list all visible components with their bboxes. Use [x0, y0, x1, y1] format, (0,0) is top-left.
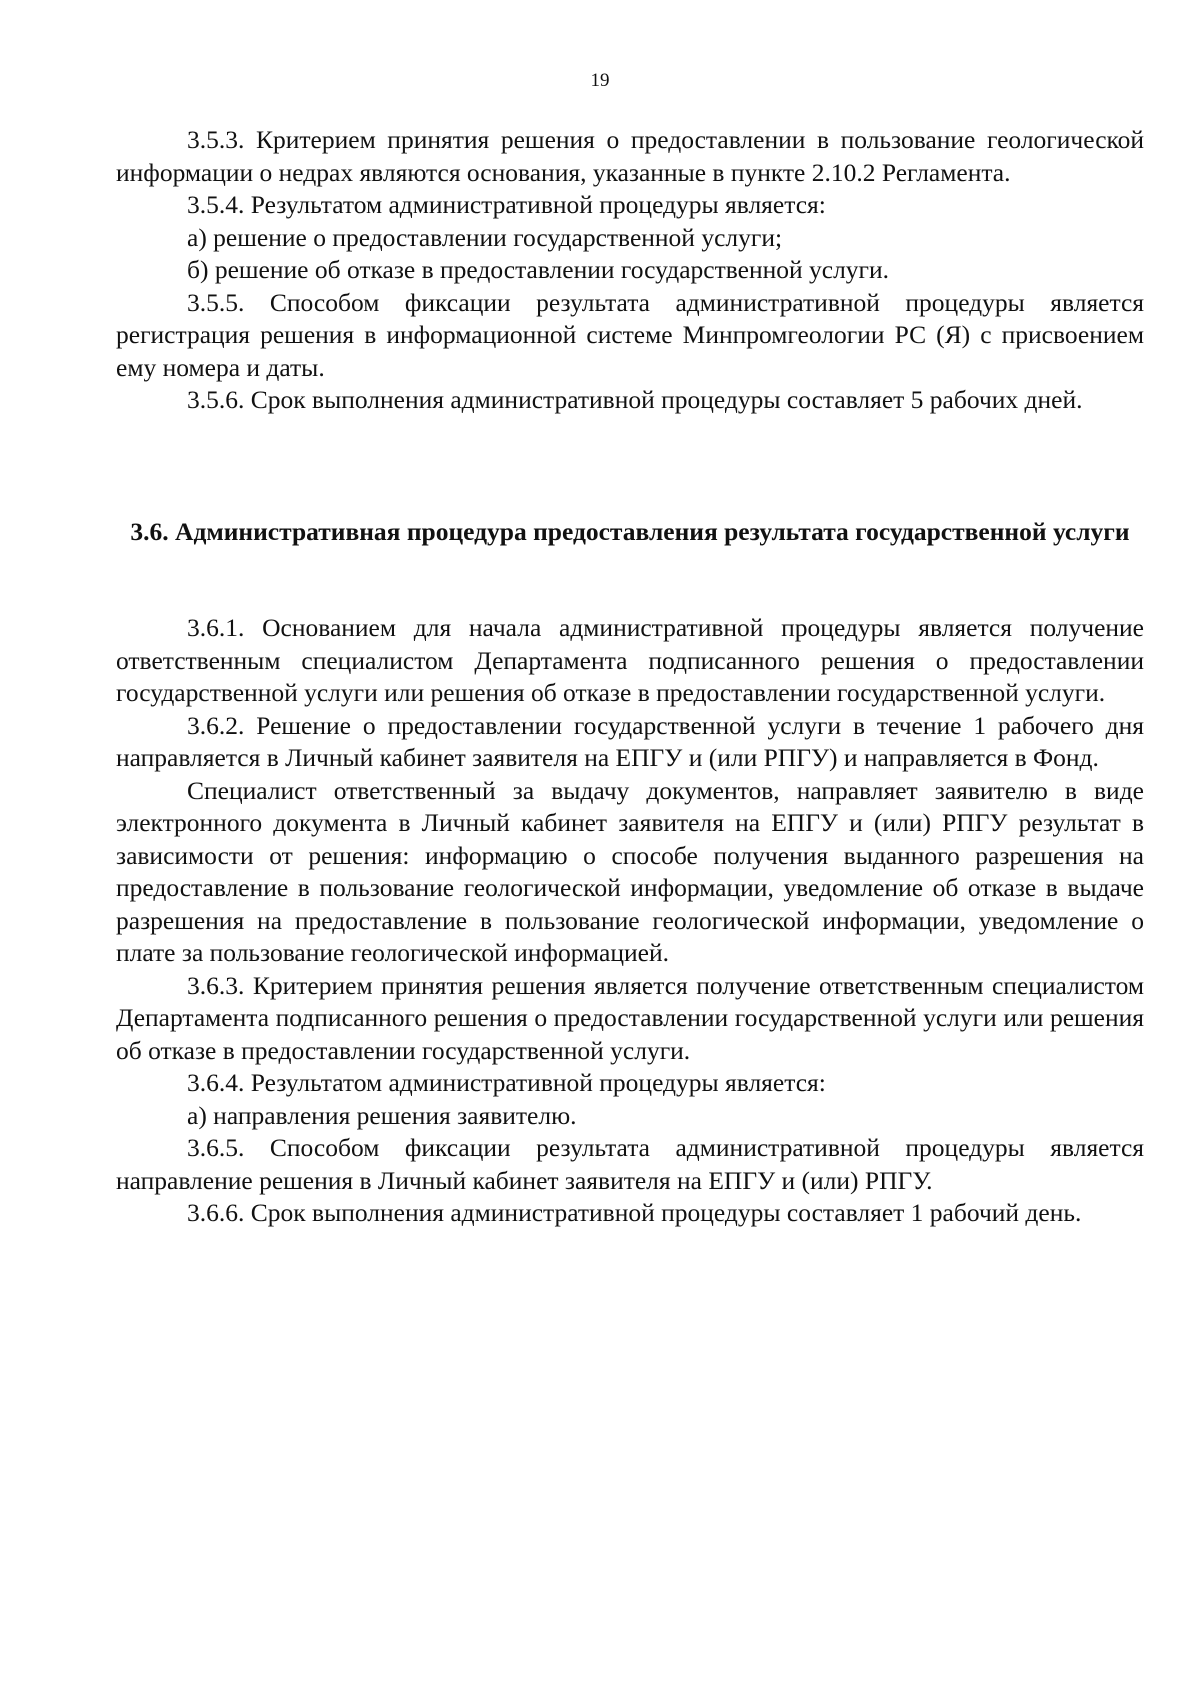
list-item-a-3-6: а) направления решения заявителю.: [187, 1100, 577, 1130]
paragraph-3-5-4: 3.5.4. Результатом административной процедуры является:: [187, 190, 826, 219]
paragraph-3-5-3: 3.5.3. Критерием принятия решения о предоставлении в пользование геологической информации о недрах являются основания, указанные в пункте 2.10.2 Регламента.: [116, 125, 1144, 187]
paragraph-3-6-4: 3.6.4. Результатом административной процедуры является:: [187, 1068, 826, 1097]
paragraph-3-6-2: 3.6.2. Решение о предоставлении государственной услуги в течение 1 рабочего дня направляется в Личный кабинет заявителя на ЕПГУ и (или РПГУ) и направляется в Фонд.: [116, 710, 1144, 772]
paragraph-3-5-6: 3.5.6. Срок выполнения административной процедуры составляет 5 рабочих дней.: [187, 385, 1083, 414]
section-3-6-text: [116, 612, 1144, 1230]
paragraph-3-6-1: 3.6.1. Основанием для начала административной процедуры является получение ответственным специалистом Департамента подписанного решения о предоставлении государственной услуги или решения об отказе в предоставлении государственной услуги.: [116, 613, 1144, 707]
section-3-5-text: [116, 124, 1144, 417]
paragraph-3-6-3: 3.6.3. Критерием принятия решения является получение ответственным специалистом Департамента подписанного решения о предоставлении государственной услуги или решения об отказе в предоставлении государственной услуги.: [116, 970, 1144, 1065]
paragraph-3-6-6: 3.6.6. Срок выполнения административной процедуры составляет 1 рабочий день.: [187, 1198, 1082, 1227]
paragraph-specialist: Специалист ответственный за выдачу документов, направляет заявителю в виде электронного документа в Личный кабинет заявителя на ЕПГУ и (или) РПГУ результат в зависимости от решения: информацию о способе получения выданного разрешения на предоставление в пользование геологической информации, уведомление об отказе в выдаче разрешения на предоставление в пользование геологической информации, уведомление о плате за пользование геологической информацией.: [116, 775, 1144, 967]
list-item-a: а) решение о предоставлении государственной услуги;: [187, 222, 783, 252]
page-number: 19: [590, 70, 610, 91]
paragraph-3-6-5: 3.6.5. Способом фиксации результата административной процедуры является направление решения в Личный кабинет заявителя на ЕПГУ и (или) РПГУ.: [116, 1133, 1144, 1195]
section-heading-3-6: 3.6. Административная процедура предоставления результата государственной услуги: [130, 517, 1130, 546]
list-item-b: б) решение об отказе в предоставлении государственной услуги.: [187, 255, 890, 284]
paragraph-3-5-5: 3.5.5. Способом фиксации результата административной процедуры является регистрация решения в информационной системе Минпромгеологии РС (Я) с присвоением ему номера и даты.: [116, 287, 1144, 382]
